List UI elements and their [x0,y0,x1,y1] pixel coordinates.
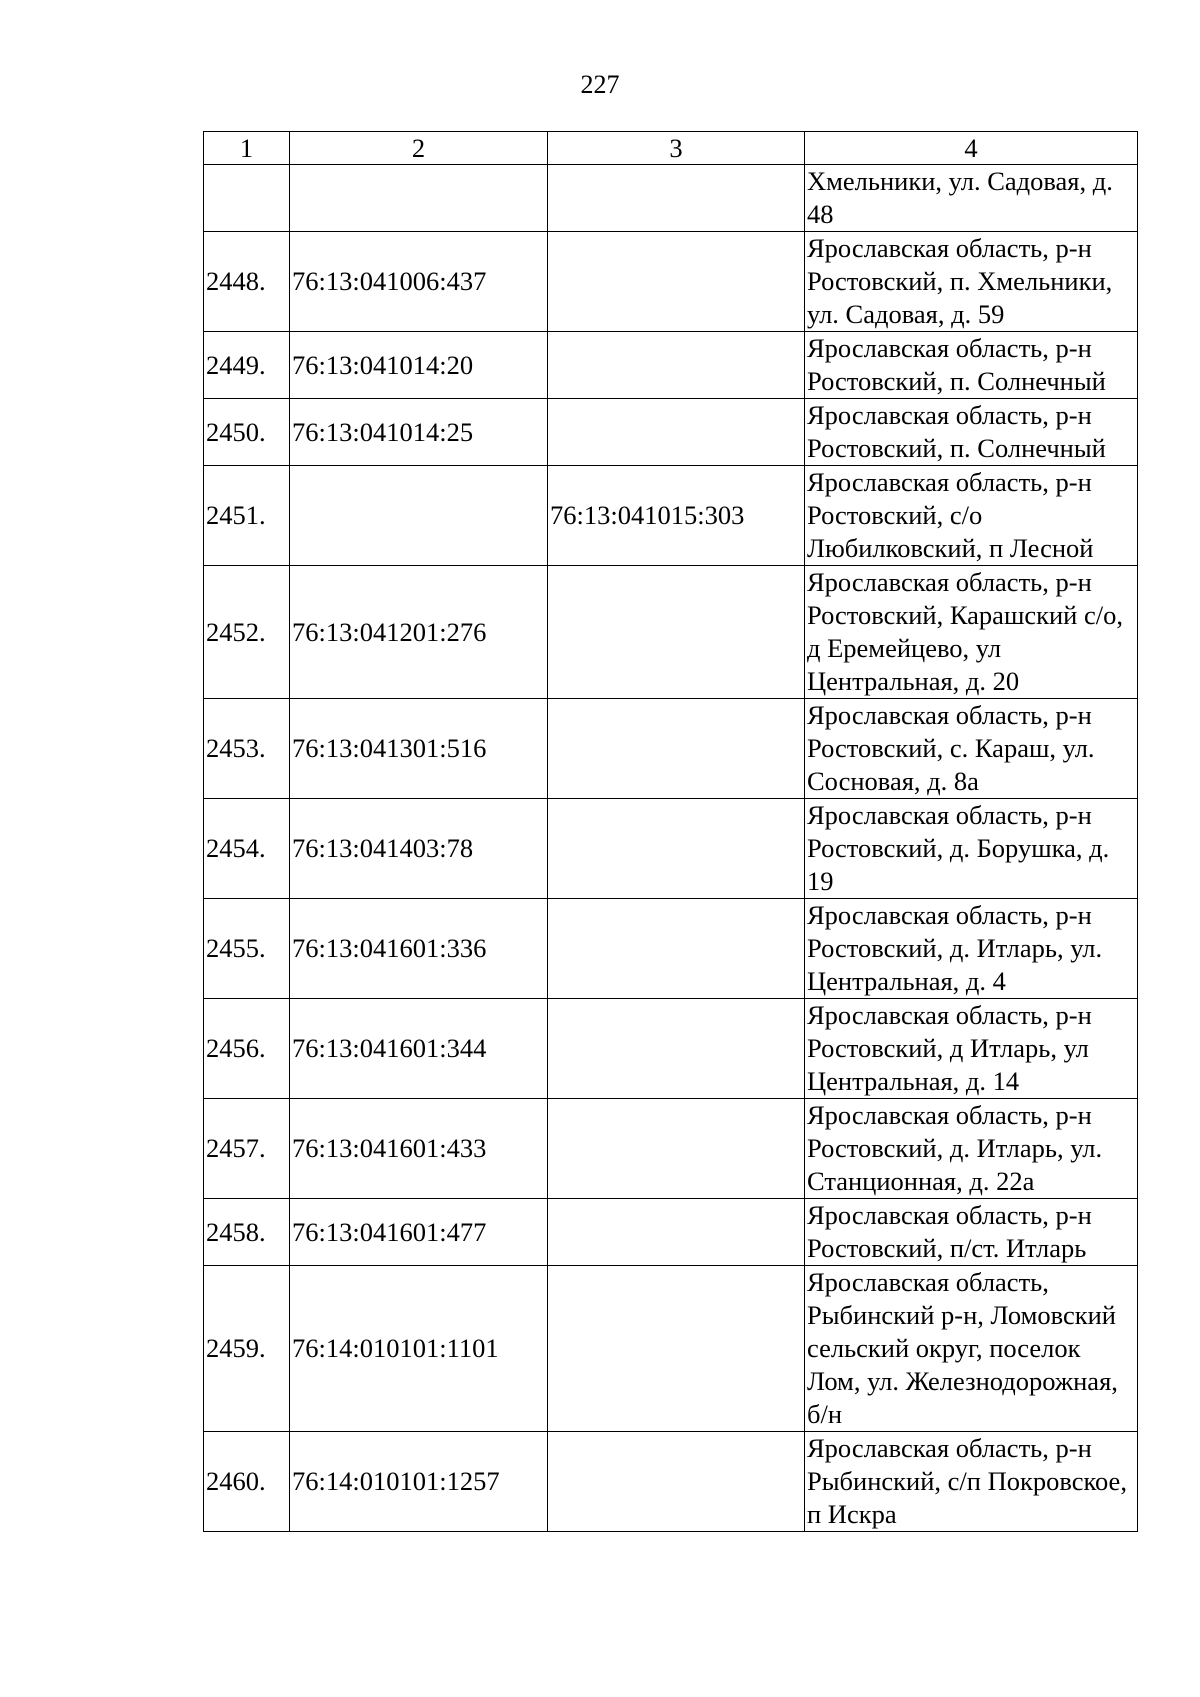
cadastral-number-alt [548,899,805,999]
table-body [204,165,1138,1532]
cadastral-number: 76:13:041601:344 [290,999,548,1099]
row-number: 2460. [204,1432,290,1532]
address: Ярославская область, р-н Ростовский, п/ст. Итларь [805,1199,1138,1266]
table-row [204,466,1138,566]
row-number: 2455. [204,899,290,999]
address: Ярославская область, р-н Ростовский, с/о Любилковский, п Лесной [805,466,1138,566]
table-row [204,1099,1138,1199]
row-number: 2453. [204,699,290,799]
row-number: 2448. [204,232,290,332]
column-header-4: 4 [805,132,1138,165]
row-number: 2456. [204,999,290,1099]
address: Ярославская область, Рыбинский р-н, Ломовский сельский округ, поселок Лом, ул. Железнодорожная, б/н [805,1266,1138,1432]
row-number: 2458. [204,1199,290,1266]
row-number: 2457. [204,1099,290,1199]
row-number: 2459. [204,1266,290,1432]
cadastral-number-alt [548,566,805,699]
table-row [204,232,1138,332]
cadastral-number: 76:13:041014:25 [290,399,548,466]
table-row [204,165,1138,232]
table-row [204,899,1138,999]
cadastral-number: 76:13:041014:20 [290,332,548,399]
header-row [204,132,1138,165]
table-row [204,399,1138,466]
row-number: 2454. [204,799,290,899]
cadastral-number: 76:13:041006:437 [290,232,548,332]
cadastral-number-alt [548,1199,805,1266]
table-row [204,799,1138,899]
cadastral-number: 76:13:041601:433 [290,1099,548,1199]
row-number [204,165,290,232]
row-number: 2452. [204,566,290,699]
address: Ярославская область, р-н Ростовский, д. Итларь, ул. Центральная, д. 4 [805,899,1138,999]
cadastral-number-alt [548,332,805,399]
column-header-1: 1 [204,132,290,165]
page-number: 227 [580,70,620,99]
cadastral-number: 76:13:041601:477 [290,1199,548,1266]
table-row [204,566,1138,699]
address: Ярославская область, р-н Ростовский, п. Солнечный [805,399,1138,466]
address: Ярославская область, р-н Ростовский, д. Итларь, ул. Станционная, д. 22а [805,1099,1138,1199]
cadastral-number: 76:13:041201:276 [290,566,548,699]
address: Ярославская область, р-н Ростовский, д Итларь, ул Центральная, д. 14 [805,999,1138,1099]
address: Ярославская область, р-н Ростовский, д. Борушка, д. 19 [805,799,1138,899]
cadastral-number-alt [548,1099,805,1199]
table-row [204,999,1138,1099]
cadastral-number-alt [548,232,805,332]
cadastral-number-alt: 76:13:041015:303 [548,466,805,566]
cadastral-number-alt [548,399,805,466]
cadastral-number [290,165,548,232]
cadastral-number-alt [548,699,805,799]
table-row [204,699,1138,799]
cadastral-number: 76:14:010101:1101 [290,1266,548,1432]
address: Ярославская область, р-н Ростовский, п. Солнечный [805,332,1138,399]
cadastral-number [290,466,548,566]
table-row [204,332,1138,399]
cadastral-number-alt [548,1432,805,1532]
table-header [204,132,1138,165]
row-number: 2451. [204,466,290,566]
cadastral-number: 76:13:041301:516 [290,699,548,799]
cadastral-number-alt [548,1266,805,1432]
column-header-2: 2 [290,132,548,165]
table-row [204,1199,1138,1266]
cadastral-number-alt [548,799,805,899]
address: Хмельники, ул. Садовая, д. 48 [805,165,1138,232]
address: Ярославская область, р-н Ростовский, п. Хмельники, ул. Садовая, д. 59 [805,232,1138,332]
cadastral-number: 76:13:041601:336 [290,899,548,999]
cadastral-number: 76:13:041403:78 [290,799,548,899]
address: Ярославская область, р-н Ростовский, Карашский с/о, д Еремейцево, ул Центральная, д. 20 [805,566,1138,699]
address: Ярославская область, р-н Ростовский, с. Караш, ул. Сосновая, д. 8а [805,699,1138,799]
cadastral-number: 76:14:010101:1257 [290,1432,548,1532]
table-row [204,1432,1138,1532]
cadastral-number-alt [548,165,805,232]
registry-table [203,131,1138,1532]
address: Ярославская область, р-н Рыбинский, с/п Покровское, п Искра [805,1432,1138,1532]
row-number: 2450. [204,399,290,466]
column-header-3: 3 [548,132,805,165]
table-row [204,1266,1138,1432]
row-number: 2449. [204,332,290,399]
cadastral-number-alt [548,999,805,1099]
